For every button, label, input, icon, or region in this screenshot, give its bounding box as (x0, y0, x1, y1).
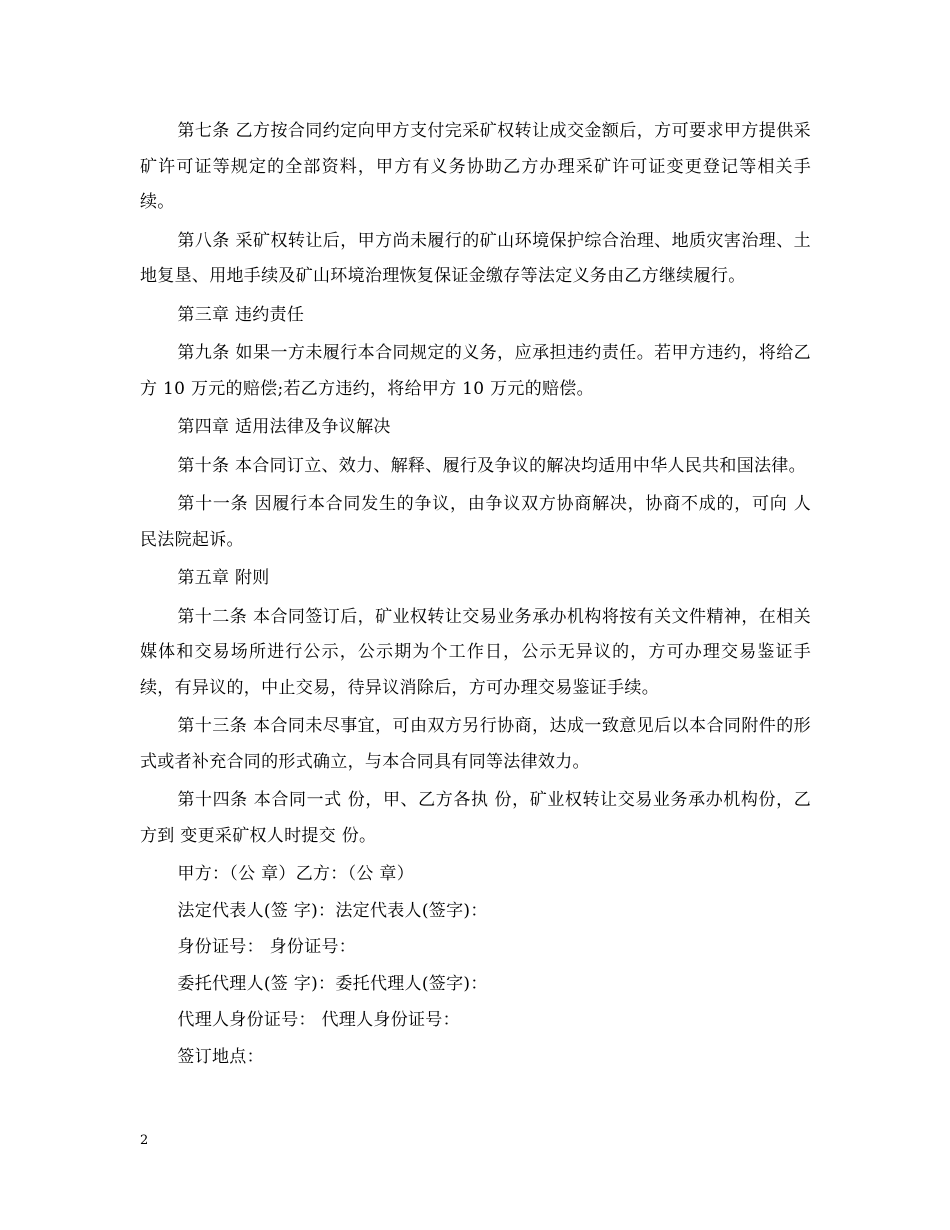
signature-id-number-line: 身份证号： 身份证号： (177, 937, 357, 957)
article-8: 第八条 采矿权转让后，甲方尚未履行的矿山环境保护综合治理、地质灾害治理、土地复垦、用地手续及矿山环境治理恢复保证金缴存等法定义务由乙方继续履行。 (140, 230, 811, 286)
chapter-4-heading: 第四章 适用法律及争议解决 (177, 417, 391, 437)
page-number: 2 (140, 1133, 149, 1148)
signature-agent-line: 委托代理人(签 字)：委托代理人(签字)： (177, 973, 488, 994)
article-14: 第十四条 本合同一式 份，甲、乙方各执 份，矿业权转让交易业务承办机构份，乙方到 变更采矿权人时提交 份。 (140, 790, 811, 846)
signature-seal-line: 甲方：（公 章）乙方：（公 章） (177, 864, 414, 884)
document-body (140, 114, 811, 1076)
chapter-5-heading: 第五章 附则 (177, 568, 270, 588)
article-10: 第十条 本合同订立、效力、解释、履行及争议的解决均适用中华人民共和国法律。 (177, 455, 806, 476)
chapter-3-heading: 第三章 违约责任 (177, 304, 305, 325)
article-13: 第十三条 本合同未尽事宜，可由双方另行协商，达成一致意见后以本合同附件的形式或者补充合同的形式确立，与本合同具有同等法律效力。 (140, 716, 811, 772)
signing-location-line: 签订地点： (177, 1046, 264, 1067)
article-7: 第七条 乙方按合同约定向甲方支付完采矿权转让成交金额后，方可要求甲方提供采矿许可证等规定的全部资料，甲方有义务协助乙方办理采矿许可证变更登记等相关手续。 (140, 121, 811, 212)
article-12: 第十二条 本合同签订后，矿业权转让交易业务承办机构将按有关文件精神，在相关媒体和交易场所进行公示，公示期为个工作日，公示无异议的，方可办理交易鉴证手续，有异议的，中止交易，待异议消除后，方可办理交易鉴证手续。 (140, 606, 811, 698)
signature-legal-rep-line: 法定代表人(签 字)：法定代表人(签字)： (177, 900, 488, 921)
signature-agent-id-line: 代理人身份证号： 代理人身份证号： (177, 1010, 460, 1030)
article-9: 第九条 如果一方未履行本合同规定的义务，应承担违约责任。若甲方违约，将给乙方 10 万元的赔偿;若乙方违约，将给甲方 10 万元的赔偿。 (140, 343, 811, 399)
article-11: 第十一条 因履行本合同发生的争议，由争议双方协商解决，协商不成的，可向 人民法院起诉。 (140, 494, 811, 550)
